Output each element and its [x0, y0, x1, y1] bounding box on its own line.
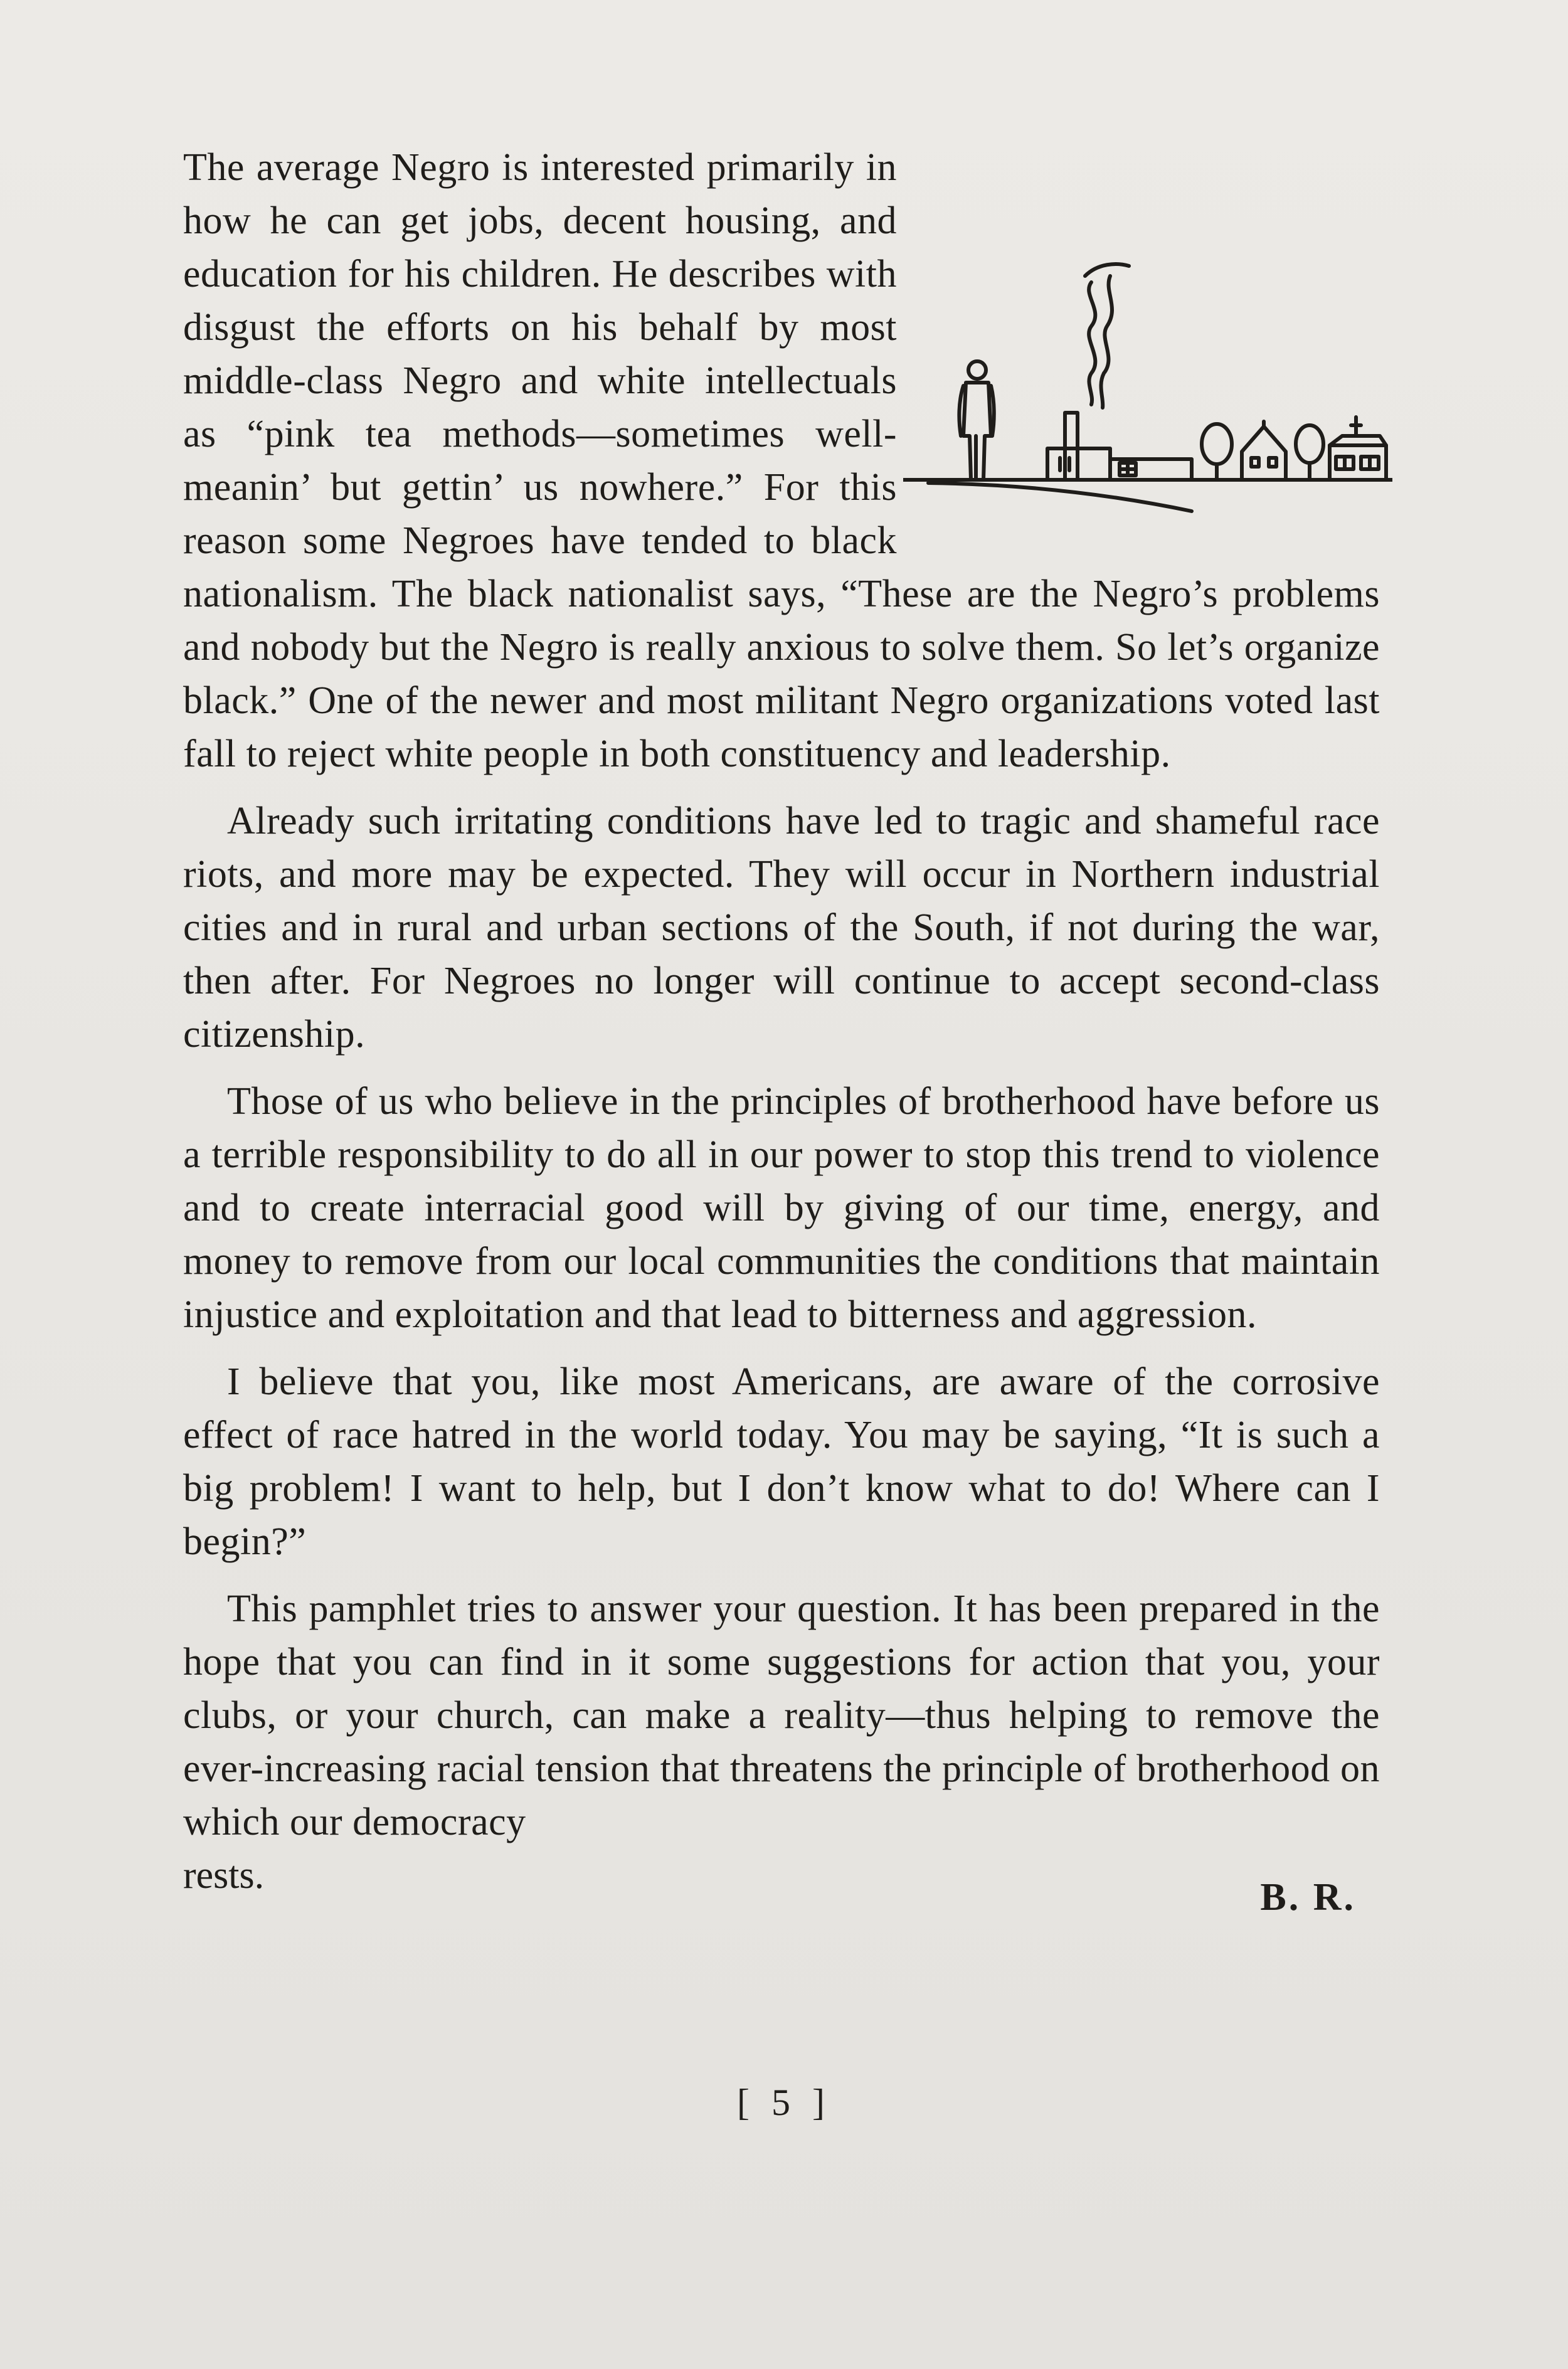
- paragraph-1: The average Negro is interested primarily in how he can get jobs, decent housing, and education for his children. He describes with disgust the efforts on his behalf by most middle-class Negro and white intellectuals as “pink tea methods—sometimes well-meanin’ but gettin’ us nowhere.” For this reason some Negroes have tended to black nationalism. The black nationalist says, “These are the Negro’s problems and nobody but the Negro is really anxious to solve them. So let’s organize black.” One of the newer and most militant Negro organizations voted last fall to reject white people in both constituency and leadership.: [183, 146, 1380, 775]
- author-signature: B. R.: [1260, 1876, 1356, 1919]
- closing-row: [183, 1849, 1380, 1919]
- paragraph-5: This pamphlet tries to answer your question. It has been prepared in the hope that you can find in it some suggestions for action that you, your clubs, or your church, can make a reality—thus helping to remove the ever-increasing racial tension that threatens the principle of brotherhood on which our democracy: [183, 1587, 1380, 1843]
- town-scene-icon: [903, 257, 1392, 546]
- paragraph-2: Already such irritating conditions have led to tragic and shameful race riots, and more may be expected. They will occur in Northern industrial cities and in rural and urban sections of the South, if not during the war, then after. For Negroes no longer will continue to accept second-class citizenship.: [183, 800, 1380, 1056]
- paragraph-3: Those of us who believe in the principles of brotherhood have before us a terrible responsibility to do all in our power to stop this trend to violence and to create interracial good will by giving of our time, energy, and money to remove from our local communities the conditions that maintain injustice and exploitation and that lead to bitterness and aggression.: [183, 1080, 1380, 1336]
- body-text: [183, 141, 1380, 1919]
- paragraph-4: I believe that you, like most Americans, are aware of the corrosive effect of race hatred in the world today. You may be saying, “It is such a big problem! I want to help, but I don’t know what to do! Where can I begin?”: [183, 1360, 1380, 1563]
- page-number: [ 5 ]: [737, 2082, 831, 2123]
- closing-word: rests.: [183, 1854, 265, 1897]
